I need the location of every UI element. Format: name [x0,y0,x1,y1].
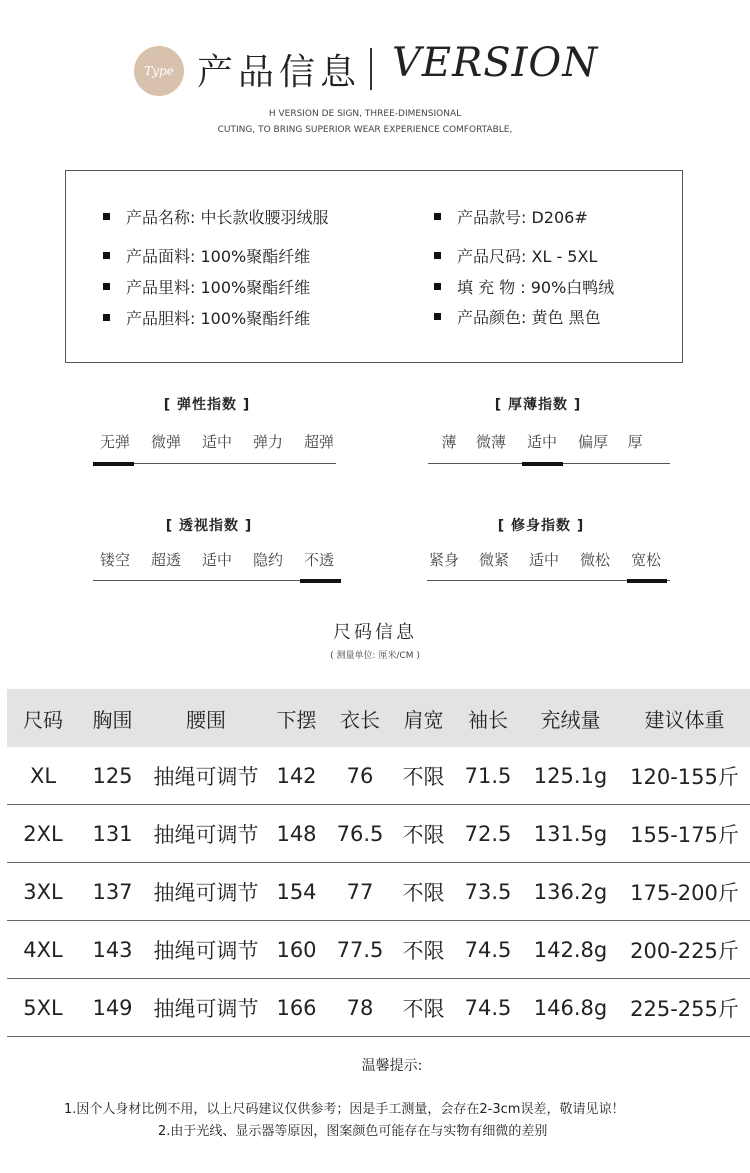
elasticity-index-title: [ 弹性指数 ] [163,397,251,413]
transparency-label: 镂空 [99,551,130,569]
info-text: 产品胆料: 100%聚酯纤维 [126,309,311,328]
elasticity-label: 微弹 [150,433,181,451]
elasticity-selected-marker [93,462,134,466]
thickness-selected-marker [522,462,563,466]
info-style-no [434,205,588,228]
table-row [7,979,750,1037]
table-cell: 125.1g [522,747,619,805]
header-size: 尺码 [7,689,79,747]
table-cell: 143 [79,921,146,979]
table-cell: 136.2g [522,863,619,921]
table-cell: 175-200斤 [619,863,750,921]
fit-label: 微紧 [478,551,509,569]
fit-selected-marker [627,579,667,583]
header-hem: 下摆 [266,689,327,747]
title-divider [370,48,372,90]
fit-label: 宽松 [630,551,661,569]
header-waist: 腰围 [146,689,266,747]
bullet-icon [103,252,110,259]
info-text: 产品里料: 100%聚酯纤维 [126,278,311,297]
tips-title: 温馨提示: [361,1058,423,1074]
thickness-index-title: [ 厚薄指数 ] [494,397,582,413]
elasticity-label: 弹力 [252,433,283,451]
info-text: 产品面料: 100%聚酯纤维 [126,247,311,266]
table-cell: 抽绳可调节 [146,805,266,863]
fit-label: 微松 [579,551,610,569]
table-cell: 72.5 [454,805,522,863]
bullet-icon [434,283,441,290]
table-cell: 142.8g [522,921,619,979]
thickness-label: 厚 [627,433,643,451]
elasticity-label: 无弹 [99,433,130,451]
page-title-cn: 产品信息 [197,52,362,93]
transparency-selected-marker [300,579,341,583]
transparency-label: 适中 [201,551,232,569]
table-cell: 120-155斤 [619,747,750,805]
info-color [434,305,601,328]
table-row [7,863,750,921]
transparency-label: 隐约 [252,551,283,569]
info-text: 产品颜色: 黄色 黑色 [457,308,601,327]
table-cell: 200-225斤 [619,921,750,979]
bullet-icon [434,213,441,220]
table-cell: 抽绳可调节 [146,747,266,805]
table-cell: 131.5g [522,805,619,863]
table-cell: 2XL [7,805,79,863]
elasticity-label: 超弹 [303,433,334,451]
table-cell: 抽绳可调节 [146,921,266,979]
table-cell: 146.8g [522,979,619,1037]
table-cell: 155-175斤 [619,805,750,863]
table-cell: 148 [266,805,327,863]
header-shoulder: 肩宽 [393,689,454,747]
table-cell: 抽绳可调节 [146,863,266,921]
table-cell: 不限 [393,863,454,921]
table-cell: 76 [327,747,393,805]
info-text: 产品尺码: XL - 5XL [457,247,598,266]
bullet-icon [103,283,110,290]
table-cell: 154 [266,863,327,921]
fit-label: 适中 [528,551,559,569]
size-info-title: 尺码信息 [333,622,417,643]
table-cell: 125 [79,747,146,805]
info-text: 产品款号: D206# [457,208,588,227]
bullet-icon [434,313,441,320]
size-unit-note: ( 测量单位: 厘米/CM ) [330,651,420,661]
table-cell: 71.5 [454,747,522,805]
info-text: 填 充 物 : 90%白鸭绒 [457,278,615,297]
table-row [7,921,750,979]
size-table [7,689,750,1037]
table-cell: 4XL [7,921,79,979]
info-size [434,244,597,267]
elasticity-label: 适中 [201,433,232,451]
table-cell: 不限 [393,979,454,1037]
info-lining [103,275,310,298]
tip-line-1: 1.因个人身材比例不用，以上尺码建议仅供参考；因是手工测量，会存在2-3cm误差，敬请见谅！ [64,1102,625,1117]
bullet-icon [434,252,441,259]
table-cell: 137 [79,863,146,921]
fit-label: 紧身 [428,551,459,569]
table-cell: 不限 [393,921,454,979]
table-cell: 76.5 [327,805,393,863]
thickness-label: 偏厚 [577,433,608,451]
bullet-icon [103,213,110,220]
transparency-index-title: [ 透视指数 ] [165,518,253,534]
table-cell: 160 [266,921,327,979]
info-text: 产品名称: 中长款收腰羽绒服 [126,208,329,227]
table-cell: 225-255斤 [619,979,750,1037]
table-cell: 74.5 [454,979,522,1037]
subtitle-line-1: H VERSION DE SIGN, THREE-DIMENSIONAL [268,109,462,119]
table-cell: 166 [266,979,327,1037]
info-product-name [103,205,328,228]
table-cell: 142 [266,747,327,805]
table-cell: 5XL [7,979,79,1037]
info-filling [434,275,614,298]
table-row [7,805,750,863]
size-table-header-row [7,689,750,747]
table-row [7,747,750,805]
header-length: 衣长 [327,689,393,747]
bullet-icon [103,314,110,321]
thickness-label: 薄 [441,433,457,451]
table-cell: 77.5 [327,921,393,979]
table-cell: 不限 [393,747,454,805]
table-cell: 73.5 [454,863,522,921]
fit-index-title: [ 修身指数 ] [497,518,585,534]
table-cell: 149 [79,979,146,1037]
type-badge: Type [134,46,184,96]
header-weight: 建议体重 [619,689,750,747]
table-cell: 不限 [393,805,454,863]
table-cell: 3XL [7,863,79,921]
header-sleeve: 袖长 [454,689,522,747]
header-down-fill: 充绒量 [522,689,619,747]
subtitle-line-2: CUTING, TO BRING SUPERIOR WEAR EXPERIENCE COMFORTABLE, [217,125,513,135]
table-cell: 78 [327,979,393,1037]
thickness-label: 适中 [526,433,557,451]
table-cell: XL [7,747,79,805]
transparency-label: 不透 [303,551,334,569]
header-chest: 胸围 [79,689,146,747]
table-cell: 抽绳可调节 [146,979,266,1037]
transparency-label: 超透 [150,551,181,569]
thickness-label: 微薄 [475,433,506,451]
page-title-en: VERSION [392,40,599,86]
info-fabric [103,244,310,267]
table-cell: 77 [327,863,393,921]
tip-line-2: 2.由于光线、显示器等原因，图案颜色可能存在与实物有细微的差别 [158,1124,548,1139]
table-cell: 131 [79,805,146,863]
table-cell: 74.5 [454,921,522,979]
info-inner [103,306,310,329]
